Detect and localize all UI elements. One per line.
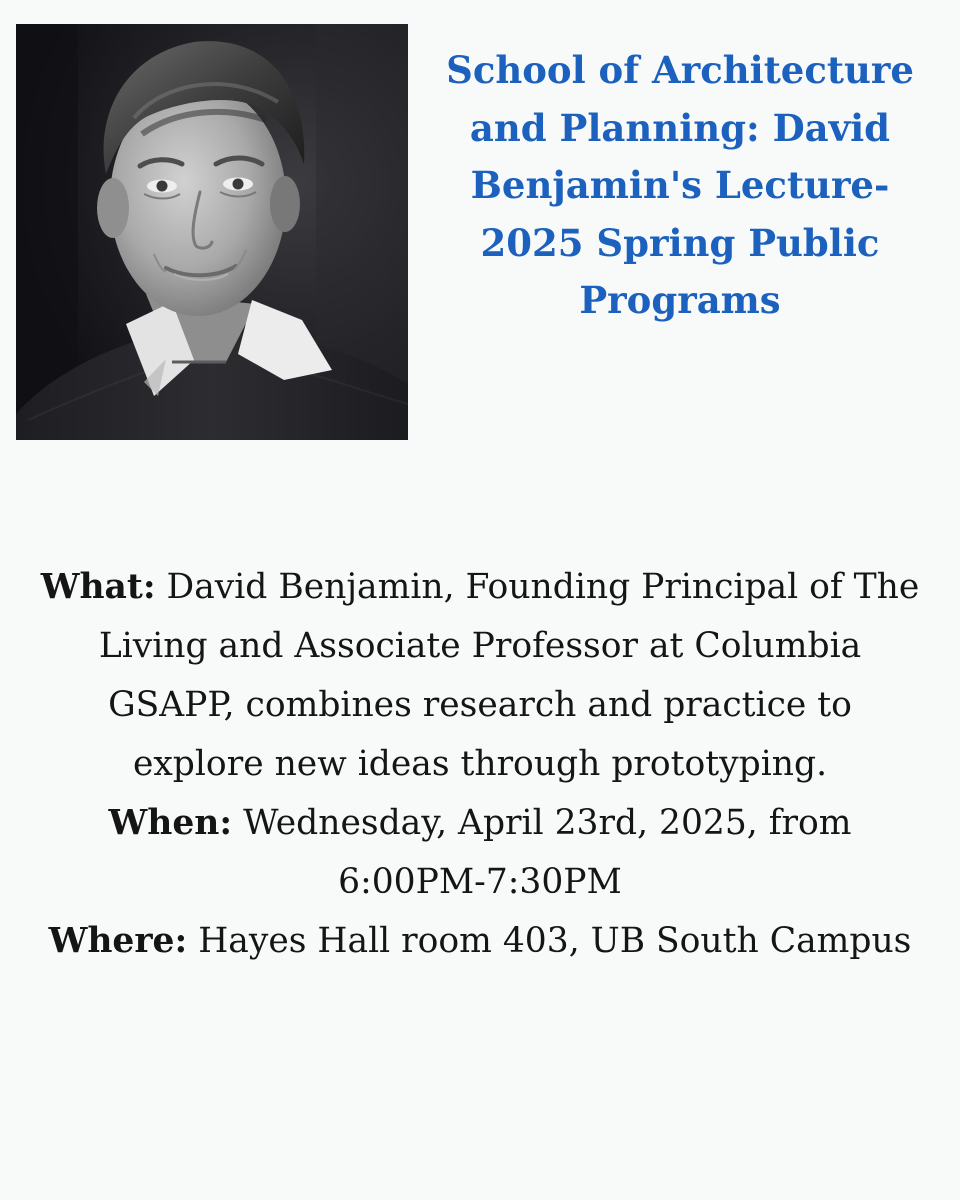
when-paragraph: [40, 794, 920, 912]
what-text: David Benjamin, Founding Principal of The Living and Associate Professor at Columbia GSAPP, combines research and practice to explore new ideas through prototyping.: [98, 567, 920, 784]
event-title: School of Architecture and Planning: David Benjamin's Lecture- 2025 Spring Public Programs: [446, 48, 914, 322]
where-text: Hayes Hall room 403, UB South Campus: [187, 921, 912, 961]
what-paragraph: [40, 558, 920, 794]
speaker-photo-illustration: [16, 24, 408, 440]
what-label: What:: [40, 567, 156, 607]
where-paragraph: [40, 912, 920, 971]
where-label: Where:: [48, 921, 188, 961]
when-text: Wednesday, April 23rd, 2025, from 6:00PM-7:30PM: [232, 803, 852, 902]
event-details: [40, 558, 920, 971]
speaker-portrait: [16, 24, 408, 440]
when-label: When:: [108, 803, 233, 843]
